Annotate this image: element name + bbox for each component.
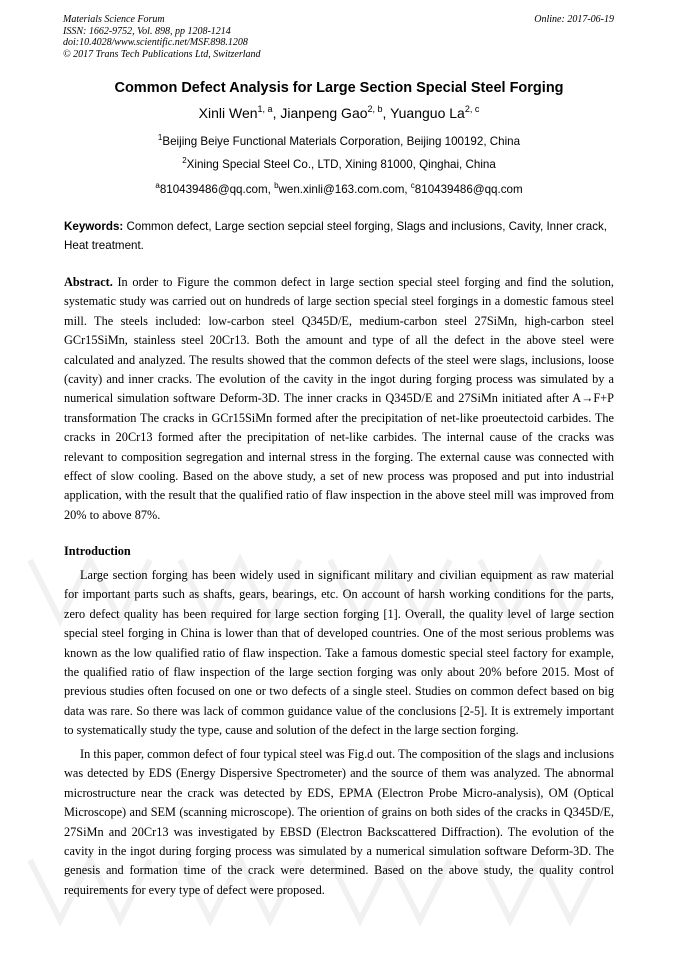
introduction-paragraph-1: Large section forging has been widely used in significant military and civilian equipment as raw material for important parts such as shafts, gears, bearings, etc. On account of harsh working conditions for the parts, zero defect quality has been required for large section forging [1]. Overall, the quality level of large section special steel forging in China is lower than that of developed countries. One of the most serious problems was known as the low qualified ratio of flaw inspection. Take a famous domestic special steel factory for example, the qualified ratio of flaw inspection of the large section forging was only about 20% before 2015. Most of previous studies often focused on one or two defects of a single steel. Studies on common defect based on big data was rare. So there was lack of common guidance value of the conclusions [2-5]. It is extremely important to systematically study the type, cause and solution of the defect in the large section forging. [64,568,614,738]
author-affiliation-mark: 1, a [257,104,273,114]
email-mark: b [274,181,279,190]
affiliation-2 [40,156,638,171]
author-emails [40,181,638,196]
abstract-paragraph [64,273,614,525]
author-name: Yuanguo La [390,105,465,121]
email-mark: a [155,181,160,190]
abstract-text: In order to Figure the common defect in large section special steel forging and find the solution, systematic study was carried out on hundreds of large section special steel forgings in a domestic famous steel mill. The steels included: low-carbon steel Q345D/E, medium-carbon steel 27SiMn, high-carbon steel GCr15SiMn, stainless steel 20Cr13. Both the amount and type of all the defect in the above steel were calculated and analyzed. The results showed that the common defects of the steel were slags, inclusions, loose (cavity) and inner cracks. The evolution of the cavity in the ingot during forging process was simulated by a numerical simulation software Deform-3D. The inner cracks in Q345D/E and 27SiMn initiated after A→F+P transformation The cracks in GCr15SiMn formed after the precipitation of net-like proeutectoid carbides. The cracks in 20Cr13 formed after the precipitation of net-like carbides. The internal cause of the cracks was relevant to composition segregation and internal stress in the forging. The external cause was connected with effect of slow cooling. Based on the above study, a set of new process was proposed and put into industrial application, with the result that the qualified ratio of flaw inspection in the above steel mill was improved from 20% to above 87%. [64,275,614,522]
keywords-paragraph [64,218,617,255]
affiliation-text: Xining Special Steel Co., LTD, Xining 81000, Qinghai, China [186,158,496,171]
copyright-line: © 2017 Trans Tech Publications Ltd, Switzerland [63,48,261,60]
keywords-label: Keywords: [64,220,124,233]
author-name: Jianpeng Gao [280,105,368,121]
introduction-paragraph-2: In this paper, common defect of four typical steel was Fig.d out. The composition of the slags and inclusions was detected by EDS (Energy Dispersive Spectrometer) and the source of them was analyzed. The abnormal microstructure near the crack was detected by EDS, EPMA (Electron Probe Micro-analysis), OM (Optical Microscope) and SEM (scanning microscope). The oriention of grains on both sides of the cracks in Q345D/E, 27SiMn and 20Cr13 was investigated by EBSD (Electron Backscattered Diffraction). The evolution of the cavity in the ingot during forging process was simulated by a numerical simulation software Deform-3D. The genesis and formation time of the crack were determined. Based on the above study, the quality control requirements for every type of defect were proposed. [64,747,614,897]
affiliation-mark: 1 [157,133,163,142]
journal-name: Materials Science Forum [63,14,165,25]
email-mark: c [410,181,415,190]
journal-header-block [63,14,261,60]
author-separator: , [382,105,391,121]
email-address: 810439486@qq.com [414,183,523,196]
introduction-heading: Introduction [64,544,131,558]
doi-line: doi:10.4028/www.scientific.net/MSF.898.1208 [63,37,248,48]
online-date: Online: 2017-06-19 [534,14,614,25]
email-address: wen.xinli@163.com.com, [278,183,411,196]
author-separator: , [272,105,281,121]
affiliation-text: Beijing Beiye Functional Materials Corporation, Beijing 100192, China [162,135,521,148]
email-address: 810439486@qq.com, [159,183,275,196]
keywords-text: Common defect, Large section sepcial steel forging, Slags and inclusions, Cavity, Inner crack, Heat treatment. [64,220,608,252]
issn-line: ISSN: 1662-9752, Vol. 898, pp 1208-1214 [63,25,231,37]
author-affiliation-mark: 2, b [367,104,383,114]
author-line [40,104,638,121]
author-name: Xinli Wen [198,105,258,121]
affiliation-1 [40,133,638,148]
abstract-label: Abstract. [64,275,113,289]
affiliation-mark: 2 [182,156,187,165]
paper-title: Common Defect Analysis for Large Section Special Steel Forging [114,80,564,96]
author-affiliation-mark: 2, c [464,104,480,114]
